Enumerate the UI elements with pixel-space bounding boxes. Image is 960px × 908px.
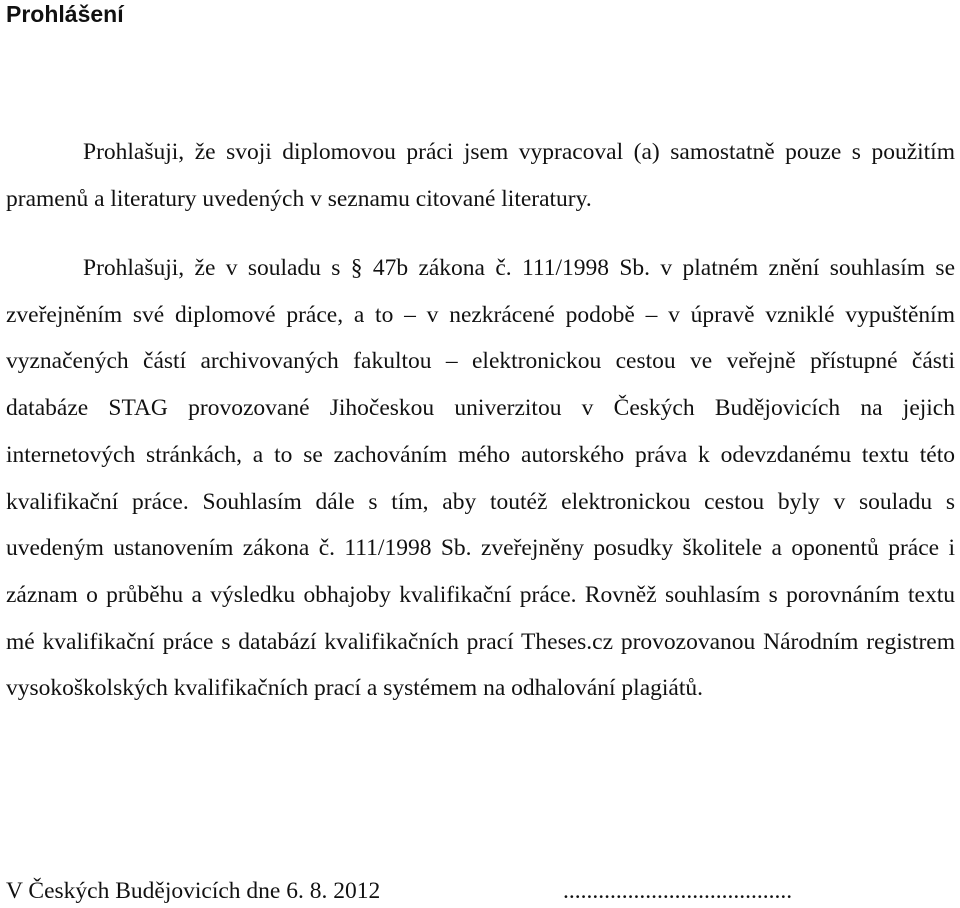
place-and-date: V Českých Budějovicích dne 6. 8. 2012 bbox=[6, 878, 381, 904]
declaration-paragraph-2: Prohlašuji, že v souladu s § 47b zákona č. 111/1998 Sb. v platném znění souhlasím se zveřejněním své diplomové práce, a to – v nezkrácené podobě – v úpravě vzniklé vypuštěním vyznačených částí archivovaných fakultou – elektronickou cestou ve veřejně přístupné části databáze STAG provozované Jihočeskou univerzitou v Českých Budějovicích na jejich internetových stránkách, a to se zachováním mého autorského práva k odevzdanému textu této kvalifikační práce. Souhlasím dále s tím, aby toutéž elektronickou cestou byly v souladu s uvedeným ustanovením zákona č. 111/1998 Sb. zveřejněny posudky školitele a oponentů práce i záznam o průběhu a výsledku obhajoby kvalifikační práce. Rovněž souhlasím s porovnáním textu mé kvalifikační práce s databází kvalifikačních prací Theses.cz provozovanou Národním registrem vysokoškolských kvalifikačních prací a systémem na odhalování plagiátů. bbox=[6, 255, 955, 702]
page-title: Prohlášení bbox=[6, 1, 124, 27]
declaration-paragraph-1: Prohlašuji, že svoji diplomovou práci jsem vypracoval (a) samostatně pouze s použitím pramenů a literatury uvedených v seznamu citované literatury. bbox=[6, 139, 955, 212]
signature-line: ....................................... bbox=[563, 878, 793, 904]
